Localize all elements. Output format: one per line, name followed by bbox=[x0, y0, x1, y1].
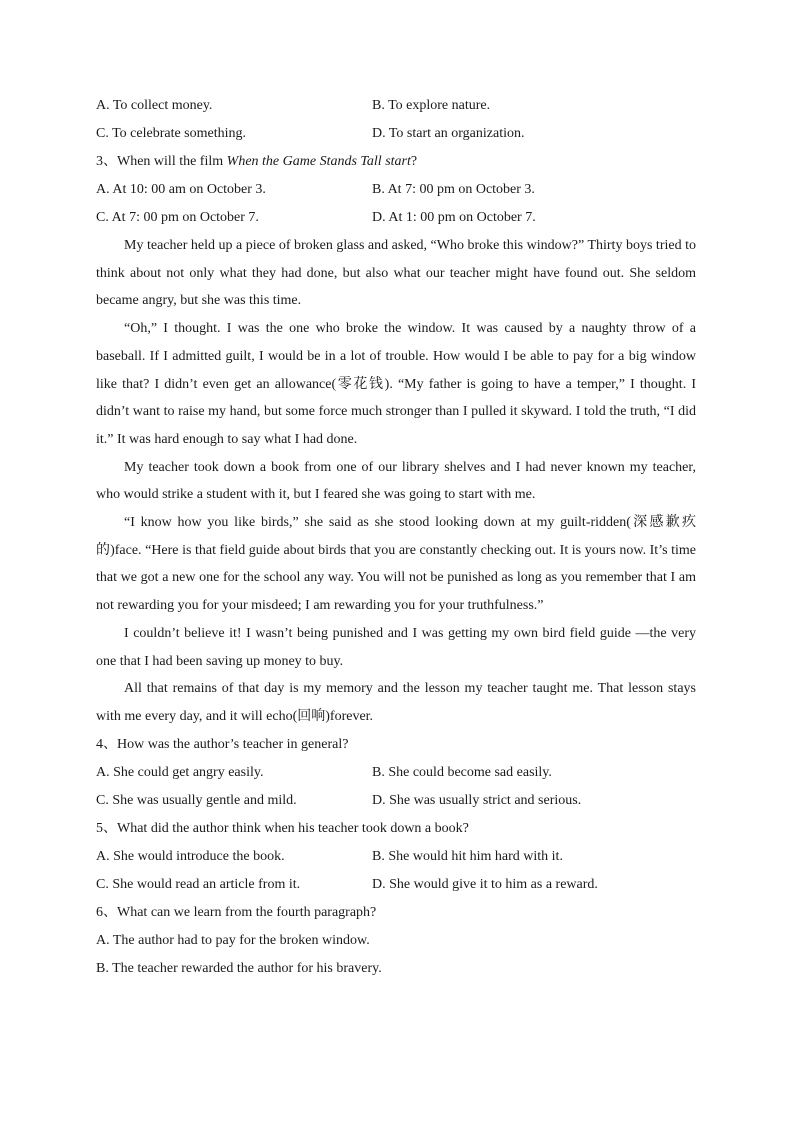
q2-option-c: C. To celebrate something. bbox=[96, 126, 247, 141]
q6-option-a: A. The author had to pay for the broken window. bbox=[96, 932, 370, 948]
passage-paragraph-2: “Oh,” I thought. I was the one who broke the window. It was caused by a naughty throw of a baseball. If I admitted guilt, I would be in a lot of trouble. How would I be able to pay for a big window like that? I didn’t even get an allowance(零花钱). “My father is going to have a temper,” I thought. I didn’t want to raise my hand, but some force much stronger than I pulled it skyward. I told the truth, “I did it.” It was hard enough to say what I had done. bbox=[96, 321, 696, 447]
q2-options-row-1 bbox=[96, 92, 696, 120]
passage-paragraph-1: My teacher held up a piece of broken glass and asked, “Who broke this window?” Thirty boys tried to think about not only what they had done, but also what our teacher might have found out. She seldom became angry, but she was this time. bbox=[96, 238, 696, 309]
q5-options-row-2 bbox=[96, 871, 696, 899]
q5-option-c: C. She would read an article from it. bbox=[96, 876, 301, 892]
q3-options-row-2 bbox=[96, 204, 696, 232]
q5-options-row-1 bbox=[96, 843, 696, 871]
q2-option-b: B. To explore nature. bbox=[372, 98, 491, 113]
q6-option-b: B. The teacher rewarded the author for his bravery. bbox=[96, 960, 382, 976]
passage-paragraph-5: I couldn’t believe it! I wasn’t being punished and I was getting my own bird field guide —the very one that I had been saving up money to buy. bbox=[96, 625, 696, 669]
passage-paragraph-3: My teacher took down a book from one of our library shelves and I had never known my teacher, who would strike a student with it, but I feared she was going to start with me. bbox=[96, 459, 696, 503]
q3-stem-suffix: ? bbox=[410, 154, 418, 169]
q4-option-c: C. She was usually gentle and mild. bbox=[96, 792, 297, 808]
q4-option-d: D. She was usually strict and serious. bbox=[372, 792, 582, 808]
q3-stem-prefix: 3、When will the film bbox=[96, 154, 227, 169]
q4-stem: 4、How was the author’s teacher in general? bbox=[96, 736, 349, 752]
q3-stem bbox=[96, 148, 696, 176]
document-page bbox=[96, 92, 696, 983]
q2-options-row-2 bbox=[96, 120, 696, 148]
reading-passage bbox=[96, 232, 696, 731]
passage-paragraph-4: “I know how you like birds,” she said as she stood looking down at my guilt-ridden(深感歉疚的)face. “Here is that field guide about birds that you are constantly checking out. It is yours now. It’s time that we got a new one for the school any way. You will not be punished as long as you remember that I am not rewarding you for your misdeed; I am rewarding you for your truthfulness.” bbox=[96, 515, 696, 614]
q3-options-row-1 bbox=[96, 176, 696, 204]
q3-option-b: B. At 7: 00 pm on October 3. bbox=[372, 182, 535, 197]
q3-option-a: A. At 10: 00 am on October 3. bbox=[96, 182, 266, 197]
q5-stem: 5、What did the author think when his teacher took down a book? bbox=[96, 820, 469, 836]
q5-option-d: D. She would give it to him as a reward. bbox=[372, 876, 598, 892]
q4-options-row-1 bbox=[96, 759, 696, 787]
q4-options-row-2 bbox=[96, 787, 696, 815]
q5-option-b: B. She would hit him hard with it. bbox=[372, 848, 563, 864]
q3-option-d: D. At 1: 00 pm on October 7. bbox=[372, 210, 536, 225]
q5-option-a: A. She would introduce the book. bbox=[96, 848, 285, 864]
passage-paragraph-6: All that remains of that day is my memory and the lesson my teacher taught me. That lesson stays with me every day, and it will echo(回响)forever. bbox=[96, 681, 696, 724]
q6-stem: 6、What can we learn from the fourth paragraph? bbox=[96, 904, 377, 920]
q2-option-d: D. To start an organization. bbox=[372, 126, 525, 141]
q2-option-a: A. To collect money. bbox=[96, 98, 213, 113]
q4-option-a: A. She could get angry easily. bbox=[96, 764, 264, 780]
q4-option-b: B. She could become sad easily. bbox=[372, 764, 552, 780]
q3-option-c: C. At 7: 00 pm on October 7. bbox=[96, 210, 259, 225]
q3-film-title: When the Game Stands Tall start bbox=[226, 154, 411, 169]
